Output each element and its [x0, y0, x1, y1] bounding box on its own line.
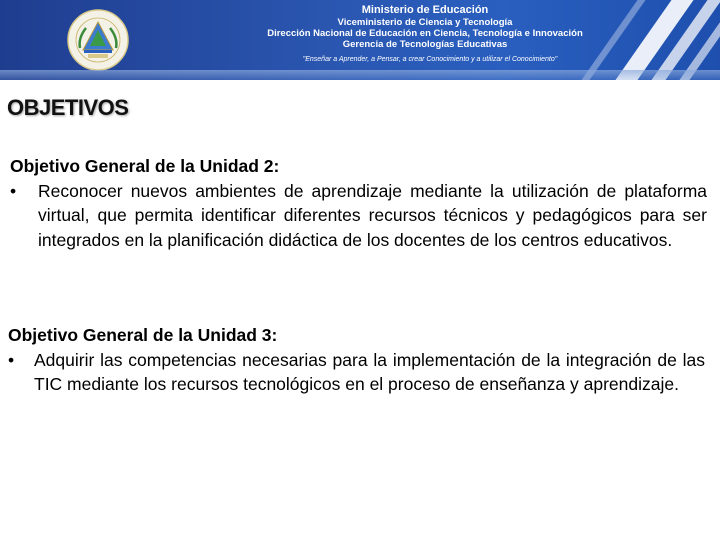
ministry-name: Ministerio de Educación — [361, 4, 489, 16]
ministry-heading — [240, 4, 610, 50]
page-title: OBJETIVOS — [7, 95, 129, 120]
el-salvador-coat-of-arms-icon — [66, 8, 130, 72]
objective-heading: Objetivo General de la Unidad 2: — [10, 156, 280, 176]
objective-text: Adquirir las competencias necesarias para la implementación de la integración de las TIC mediante los recursos tecnológicos en el proceso de enseñanza y aprendizaje. — [34, 349, 705, 394]
management-name: Gerencia de Tecnologías Educativas — [342, 39, 508, 50]
objective-heading: Objetivo General de la Unidad 3: — [8, 325, 278, 345]
objective-unit-2 — [10, 154, 707, 252]
direction-name: Dirección Nacional de Educación en Ciencia, Tecnología e Innovación — [267, 28, 583, 39]
objective-bullet — [8, 348, 705, 397]
objective-bullet — [10, 179, 707, 253]
bullet-mark: • — [8, 349, 15, 370]
objective-unit-3 — [8, 323, 705, 397]
motto-text: "Enseñar a Aprender, a Pensar, a crear Conocimiento y a utilizar el Conocimiento" — [302, 56, 558, 63]
header-glow — [0, 70, 720, 80]
objective-text: Reconocer nuevos ambientes de aprendizaje mediante la utilización de plataforma virtual, que permita identificar diferentes recursos técnicos y pedagógicos para ser integrados en la planificación didáctica de los docentes de los centros educativos. — [38, 180, 707, 250]
header-banner — [0, 0, 720, 80]
bullet-mark: • — [10, 180, 17, 201]
viceministry-name: Viceministerio de Ciencia y Tecnología — [337, 17, 513, 28]
